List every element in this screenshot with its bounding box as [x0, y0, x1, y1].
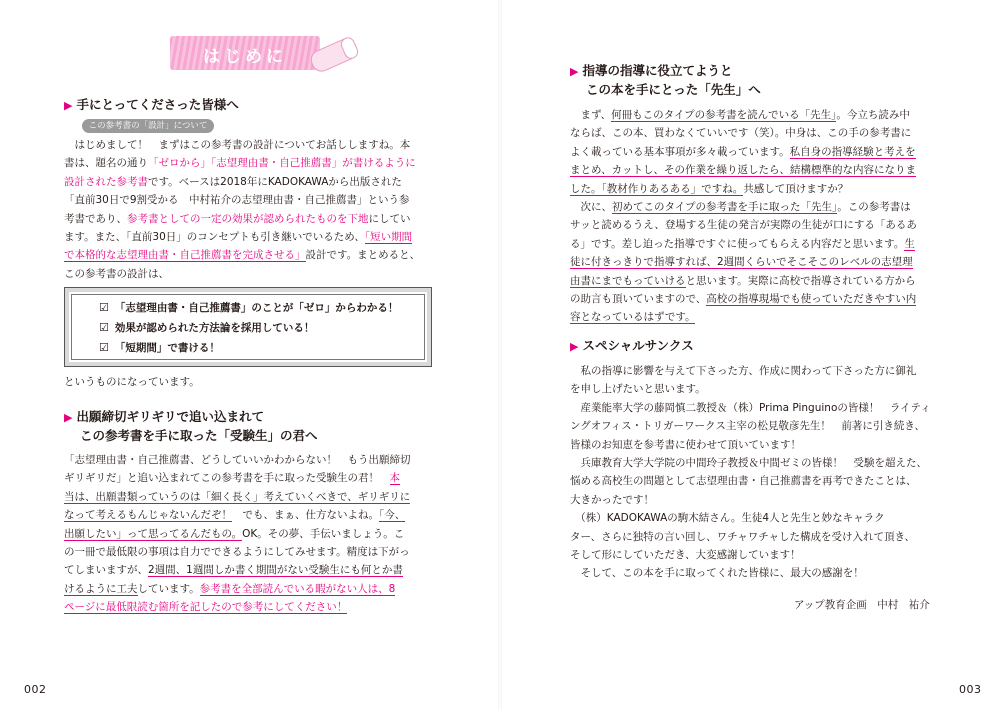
text-run: 考書であり、 [64, 212, 127, 225]
emphasized-text: 当は、出願書類っていうのは「細く長く」考えていくべきで、ギリギリに [64, 490, 411, 503]
text-line [64, 580, 434, 598]
text-line [64, 488, 434, 506]
checklist-text: 「短期間」で書ける！ [114, 342, 220, 354]
text-run: そして、この本を手に取ってくれた皆様に、最大の感謝を！ [570, 567, 864, 580]
section-title: 手にとってくださった皆様へ [76, 97, 239, 112]
emphasized-text: なって考えるもんじゃないんだぞ！ [64, 509, 232, 522]
text-run: 産業能率大学の藤岡慎二教授＆（株）Prima Pinguinoの皆様！ ライティ [570, 401, 931, 414]
text-run: る」です。差し迫った指導ですぐに使ってもらえる内容だと思います。 [570, 237, 905, 250]
checklist-text: 「志望理由書・自己推薦書」のことが「ゼロ」からわかる！ [114, 302, 399, 314]
triangle-bullet-icon: ▶ [570, 65, 579, 78]
text-run: この参考書の設計は、 [64, 267, 169, 280]
emphasized-text: 生 [904, 237, 915, 250]
text-run: 悩める高校生の問題として志望理由書・自己推薦書を再考できたことは、 [570, 475, 917, 488]
emphasized-text: 設計された参考書 [64, 175, 148, 188]
text-line [570, 253, 940, 271]
text-run: 「直前30日で9割受かる 中村祐介の志望理由書・自己推薦書」という参 [64, 194, 410, 207]
text-run: しています。 [137, 582, 200, 595]
text-line [570, 528, 940, 546]
checklist-item [99, 300, 398, 315]
text-run: サッと読めるうえ、登場する生徒の発言が実際の生徒が口にする「あるあ [570, 219, 917, 232]
heading-chalk-banner [170, 36, 320, 70]
emphasized-text: 参考書を全部読んでいる暇がない人は、8 [199, 582, 396, 595]
page-number: 002 [24, 683, 47, 696]
emphasized-text: 2週間、1週間しか書く期間がない受験生にも何とか書 [148, 564, 403, 577]
section-title-line: 指導の指導に役立てようと [582, 63, 733, 78]
checkbox-checked-icon: ☑ [99, 341, 109, 354]
after-box-text: というものになっています。 [64, 376, 200, 388]
emphasized-text: 高校の指導現場でも使っていただきやすい内 [706, 293, 917, 306]
emphasized-text: ページに最低限読む箇所を記したので参考にしてください！ [64, 601, 348, 614]
checklist-item [99, 320, 314, 335]
emphasized-text: 出願したい」って思ってるんだもの。 [64, 527, 243, 540]
emphasized-text: 私自身の指導経験と考えを [789, 145, 916, 158]
text-line [570, 106, 940, 124]
text-line [64, 561, 434, 579]
thanks-paragraph [570, 362, 940, 583]
text-line [64, 173, 434, 191]
emphasized-text: まとめ、カットし、その作業を繰り返したら、結構標準的な内容になりま [570, 164, 916, 177]
text-line [570, 235, 940, 253]
section-heading-students [64, 408, 318, 445]
checklist-item [99, 340, 220, 355]
text-line [570, 436, 940, 454]
text-line [64, 451, 434, 469]
text-line [64, 469, 434, 487]
text-run: を申し上げたいと思います。 [570, 383, 706, 396]
emphasized-text: 何冊もこのタイプの参考書を読んでいる「先生」 [611, 109, 837, 121]
text-line [64, 543, 434, 561]
section-title: スペシャルサンクス [582, 338, 694, 353]
emphasized-text: 「ゼロから」「志望理由書・自己推薦書」が書けるように [148, 157, 416, 170]
emphasized-text: 徒に付きっきりで指導すれば、2週間くらいでそこそこのレベルの志望理 [570, 256, 913, 269]
text-run: でも、まぁ、仕方ないよね。 [232, 509, 379, 522]
text-run: まず、 [570, 109, 612, 121]
text-line [570, 216, 940, 234]
text-line [64, 265, 434, 283]
text-line [570, 509, 940, 527]
text-run: 書は、題名の通り [64, 157, 148, 170]
emphasized-text: 本 [389, 472, 400, 485]
subsection-tag: この参考書の「設計」について [82, 119, 214, 133]
text-line [570, 380, 940, 398]
section-title-line: この本を手にとった「先生」へ [586, 82, 761, 97]
triangle-bullet-icon: ▶ [570, 340, 579, 353]
text-run: の一冊で最低限の事項は自力でできるようにしてみせます。精度は下がっ [64, 546, 410, 559]
checkbox-checked-icon: ☑ [99, 321, 109, 334]
emphasized-text: 「短い期間 [364, 231, 413, 244]
checklist-box [64, 287, 432, 367]
emphasized-text: けるように工夫 [64, 582, 138, 595]
text-line [64, 598, 434, 616]
text-line [570, 564, 940, 582]
text-line [570, 491, 940, 509]
emphasized-text: 容となっているはずです。 [570, 311, 696, 324]
text-run: てしまいますが、 [64, 564, 148, 577]
text-line [570, 124, 940, 142]
text-run: 。この参考書は [837, 201, 911, 214]
checklist-text: 効果が認められた方法論を採用している！ [114, 322, 315, 334]
text-line [570, 454, 940, 472]
page-heading: はじめに [203, 47, 287, 67]
emphasized-text: 「今、 [379, 509, 406, 522]
triangle-bullet-icon: ▶ [64, 99, 73, 112]
text-line [570, 546, 940, 564]
text-line [64, 191, 434, 209]
text-line [570, 308, 940, 326]
text-line [570, 143, 940, 161]
text-line [570, 472, 940, 490]
intro-paragraph [64, 136, 434, 283]
text-line [570, 417, 940, 435]
text-run: 「志望理由書・自己推薦書、どうしていいかわからない！ もう出願締切 [64, 454, 411, 466]
section-heading-teachers [570, 62, 761, 99]
triangle-bullet-icon: ▶ [64, 411, 73, 424]
text-run: はじめまして！ まずはこの参考書の設計についてお話ししますね。本 [64, 139, 411, 151]
students-paragraph [64, 451, 434, 617]
teachers-paragraph [570, 106, 940, 327]
text-run: そして形にしていただき、大変感謝しています！ [570, 549, 801, 562]
text-run: OK。その夢、手伝いましょう。こ [242, 527, 405, 540]
text-line [570, 399, 940, 417]
text-run: 兵庫教育大学大学院の中間玲子教授＆中間ゼミの皆様！ 受験を超えた、 [570, 457, 927, 470]
text-run: （株）KADOKAWAの駒木結さん。生徒4人と先生と妙なキャラク [570, 512, 885, 525]
text-run: ギリギリだ」と追い込まれてこの参考書を手に取った受験生の君！ [64, 472, 390, 485]
text-run: ングオフィス・トリガーワークス主宰の松見敬彦先生！ 前著に引き続き、 [570, 420, 926, 433]
text-run: 。今立ち読み中 [836, 109, 910, 121]
right-page [500, 0, 1000, 709]
checkbox-checked-icon: ☑ [99, 301, 109, 314]
emphasized-text: で本格的な志望理由書・自己推薦書を完成させる」 [64, 249, 306, 262]
page-number: 003 [959, 683, 982, 696]
text-line [64, 506, 434, 524]
emphasized-text: 由書にまでもっていける [570, 274, 686, 287]
emphasized-text: した。「教材作りあるある」ですね。 [570, 182, 744, 195]
text-run: 共感して頂けますか？ [743, 182, 849, 195]
text-line [570, 290, 940, 308]
text-line [570, 180, 940, 198]
text-run: 次に、 [570, 201, 612, 214]
text-run: ター、さらに独特の言い回し、ワチャワチャした構成を受け入れて頂き、 [570, 530, 916, 543]
text-line [64, 154, 434, 172]
text-run: にしてい [368, 212, 411, 225]
text-line [570, 362, 940, 380]
text-run: ます。また、「直前30日」のコンセプトも引き継いでいるため、 [64, 231, 365, 244]
text-run: と思います。実際に高校で指導されている方から [685, 274, 916, 287]
section-title-line: この参考書を手に取った「受験生」の君へ [80, 428, 318, 443]
text-run: です。ベースは2018年にKADOKAWAから出版された [148, 175, 402, 188]
section-title-line: 出願締切ギリギリで追い込まれて [76, 409, 264, 424]
text-run: 設計です。まとめると、 [305, 249, 421, 262]
emphasized-text: 初めてこのタイプの参考書を手に取った「先生」 [612, 201, 838, 214]
text-run: 皆様のお知恵を参考書に使わせて頂いています！ [570, 438, 801, 451]
text-run: ならば、この本、買わなくていいです（笑）。中身は、この手の参考書に [570, 127, 912, 140]
author-signature: アップ教育企画 中村 祐介 [794, 599, 930, 611]
text-line [64, 228, 434, 246]
text-run: 私の指導に影響を与えて下さった方、作成に関わって下さった方に御礼 [570, 365, 917, 377]
text-line [64, 210, 434, 228]
text-line [570, 161, 940, 179]
text-line [64, 525, 434, 543]
section-heading-readers [64, 96, 239, 115]
section-heading-thanks [570, 337, 694, 356]
emphasized-text: 参考書としての一定の効果が認められたものを下地 [127, 212, 369, 225]
text-line [570, 272, 940, 290]
text-line [64, 246, 434, 264]
text-run: の助言も頂いていますので、 [570, 293, 707, 306]
text-run: 大きかったです！ [570, 493, 654, 506]
text-run: よく載っている基本事項が多々載っています。 [570, 145, 790, 158]
text-line [570, 198, 940, 216]
text-line [64, 136, 434, 154]
